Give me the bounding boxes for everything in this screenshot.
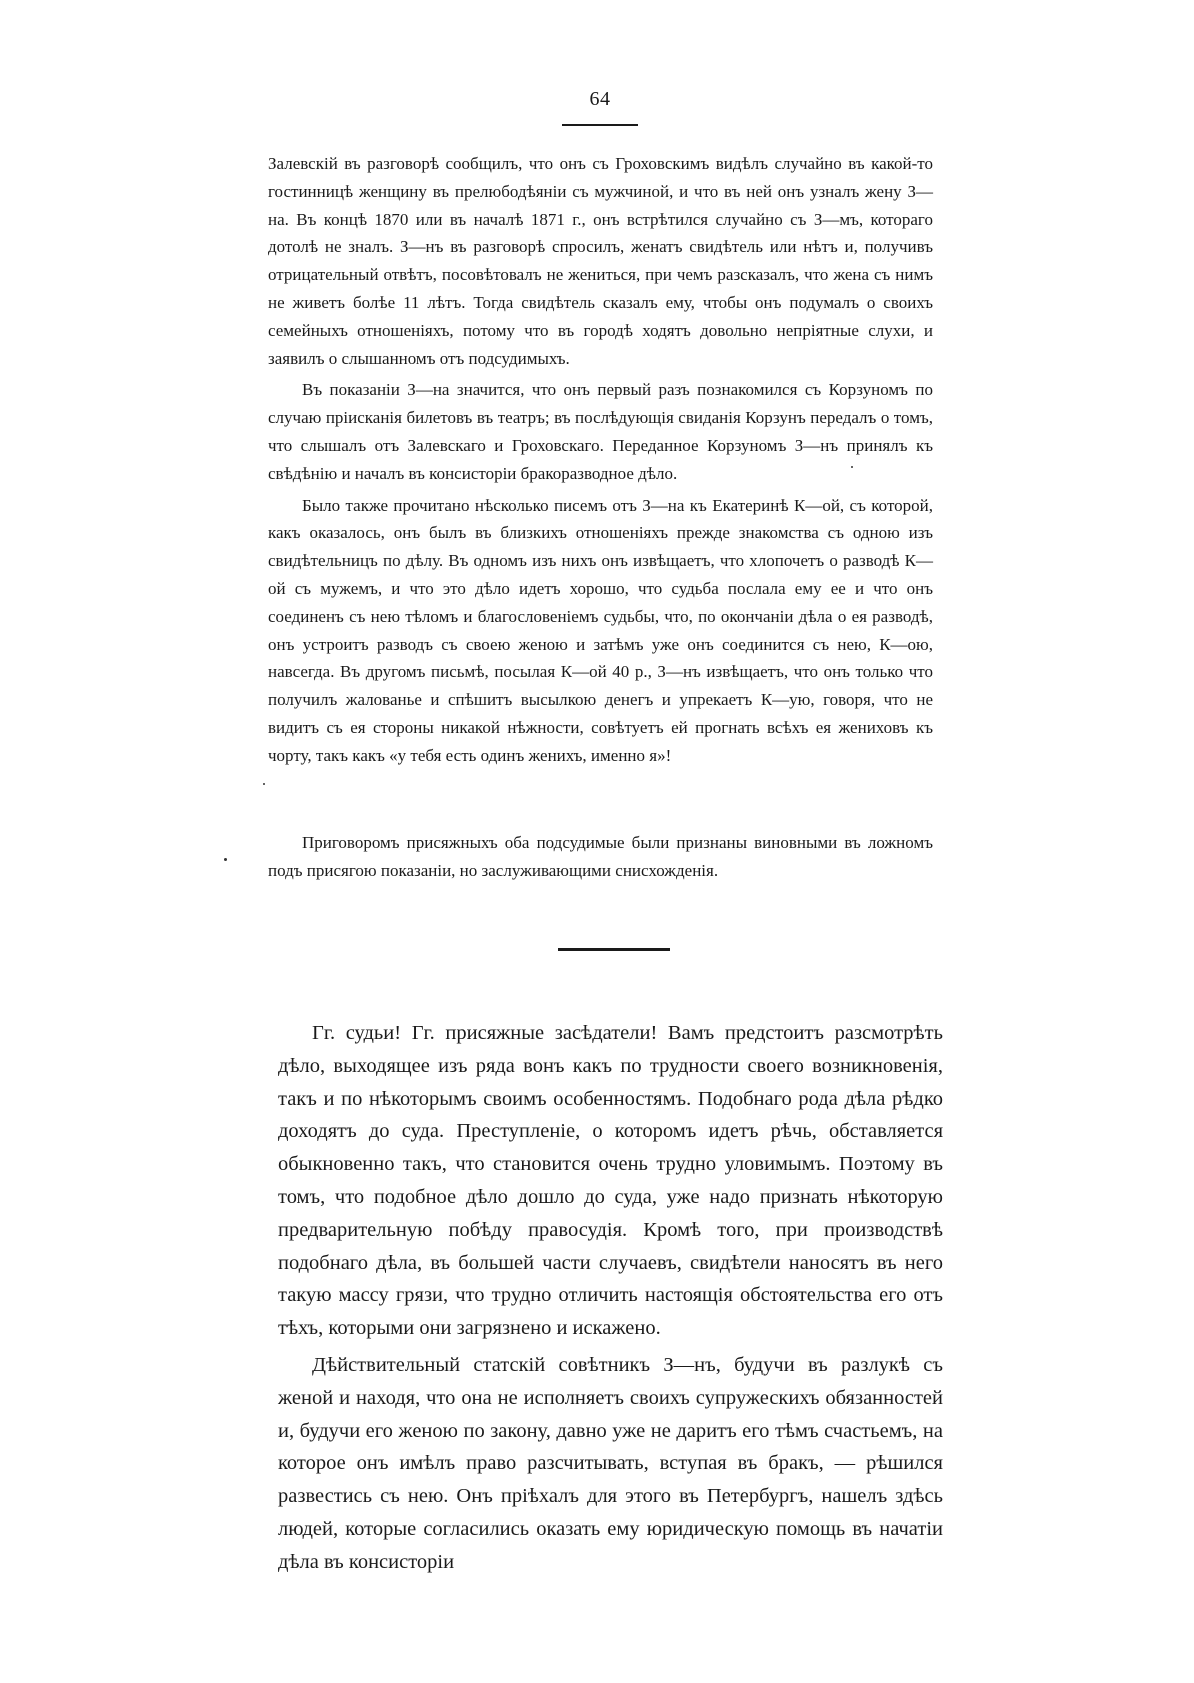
page-number: 64 — [589, 88, 611, 110]
section-divider — [558, 948, 670, 951]
testimony-section — [268, 150, 933, 774]
scan-speck — [224, 858, 227, 861]
scan-speck — [851, 466, 853, 468]
page-number-underline — [562, 124, 638, 126]
testimony-paragraph-2: Въ показаніи З—на значится, что онъ первый разъ познакомился съ Корзуномъ по случаю пріисканія билетовъ въ театръ; въ послѣдующія свиданія Корзунъ передалъ о томъ, что слышалъ отъ Залевскаго и Гроховскаго. Переданное Корзуномъ З—нъ принялъ къ свѣдѣнію и началъ въ консисторіи бракоразводное дѣло. — [268, 380, 933, 483]
scan-speck — [263, 783, 265, 785]
verdict-section — [268, 829, 933, 885]
speech-paragraph-2: Дѣйствительный статскій совѣтникъ З—нъ, будучи въ разлукѣ съ женой и находя, что она не исполняетъ своихъ супружескихъ обязанностей и, будучи его женою по закону, давно уже не даритъ его тѣмъ счастьемъ, на которое онъ имѣлъ право разсчитывать, вступая въ бракъ, — рѣшился развестись съ нею. Онъ пріѣхалъ для этого въ Петербургъ, нашелъ здѣсь людей, которые согласились оказать ему юридическую помощь въ начатіи дѣла въ консисторіи — [278, 1353, 943, 1573]
testimony-paragraph-1: Залевскій въ разговорѣ сообщилъ, что онъ съ Гроховскимъ видѣлъ случайно въ какой-то гостинницѣ женщину въ прелюбодѣяніи съ мужчиной, и что въ ней онъ узналъ жену З—на. Въ концѣ 1870 или въ началѣ 1871 г., онъ встрѣтился случайно съ З—мъ, котораго дотолѣ не зналъ. З—нъ въ разговорѣ спросилъ, женатъ свидѣтель или нѣтъ и, получивъ отрицательный отвѣтъ, посовѣтовалъ не жениться, при чемъ разсказалъ, что жена съ нимъ не живетъ болѣе 11 лѣтъ. Тогда свидѣтель сказалъ ему, чтобы онъ подумалъ о своихъ семейныхъ отношеніяхъ, потому что въ городѣ ходятъ довольно непріятные слухи, и заявилъ о слышанномъ отъ подсудимыхъ. — [268, 154, 933, 368]
speech-section — [278, 1017, 943, 1583]
speech-paragraph-1: Гг. судьи! Гг. присяжные засѣдатели! Вамъ предстоитъ разсмотрѣть дѣло, выходящее изъ ряда вонъ какъ по трудности своего возникновенія, такъ и по нѣкоторымъ своимъ особенностямъ. Подобнаго рода дѣла рѣдко доходятъ до суда. Преступленіе, о которомъ идетъ рѣчь, обставляется обыкновенно такъ, что становится очень трудно уловимымъ. Поэтому въ томъ, что подобное дѣло дошло до суда, уже надо признать нѣкоторую предварительную побѣду правосудія. Кромѣ того, при производствѣ подобнаго дѣла, въ большей части случаевъ, свидѣтели наносятъ въ него такую массу грязи, что трудно отличить настоящія обстоятельства его отъ тѣхъ, которыми они загрязнено и искажено. — [278, 1022, 943, 1340]
verdict-paragraph: Приговоромъ присяжныхъ оба подсудимые были признаны виновными въ ложномъ подъ присягою показаніи, но заслуживающими снисхожденія. — [268, 833, 933, 880]
testimony-paragraph-3: Было также прочитано нѣсколько писемъ отъ З—на къ Екатеринѣ К—ой, съ которой, какъ оказалось, онъ былъ въ близкихъ отношеніяхъ прежде знакомства съ одною изъ свидѣтельницъ по дѣлу. Въ одномъ изъ нихъ онъ извѣщаетъ, что хлопочетъ о разводѣ К—ой съ мужемъ, и что это дѣло идетъ хорошо, что судьба послала ему ее и что онъ соединенъ съ нею тѣломъ и благословеніемъ судьбы, что, по окончаніи дѣла о ея разводѣ, онъ устроитъ разводъ съ своею женою и затѣмъ уже онъ соединится съ нею, К—ою, навсегда. Въ другомъ письмѣ, посылая К—ой 40 р., З—нъ извѣщаетъ, что онъ только что получилъ жалованье и спѣшитъ высылкою денегъ и упрекаетъ К—ую, говоря, что не видитъ съ ея стороны никакой нѣжности, совѣтуетъ ей прогнать всѣхъ ея жениховъ къ чорту, такъ какъ «у тебя есть одинъ женихъ, именно я»! — [268, 495, 933, 765]
